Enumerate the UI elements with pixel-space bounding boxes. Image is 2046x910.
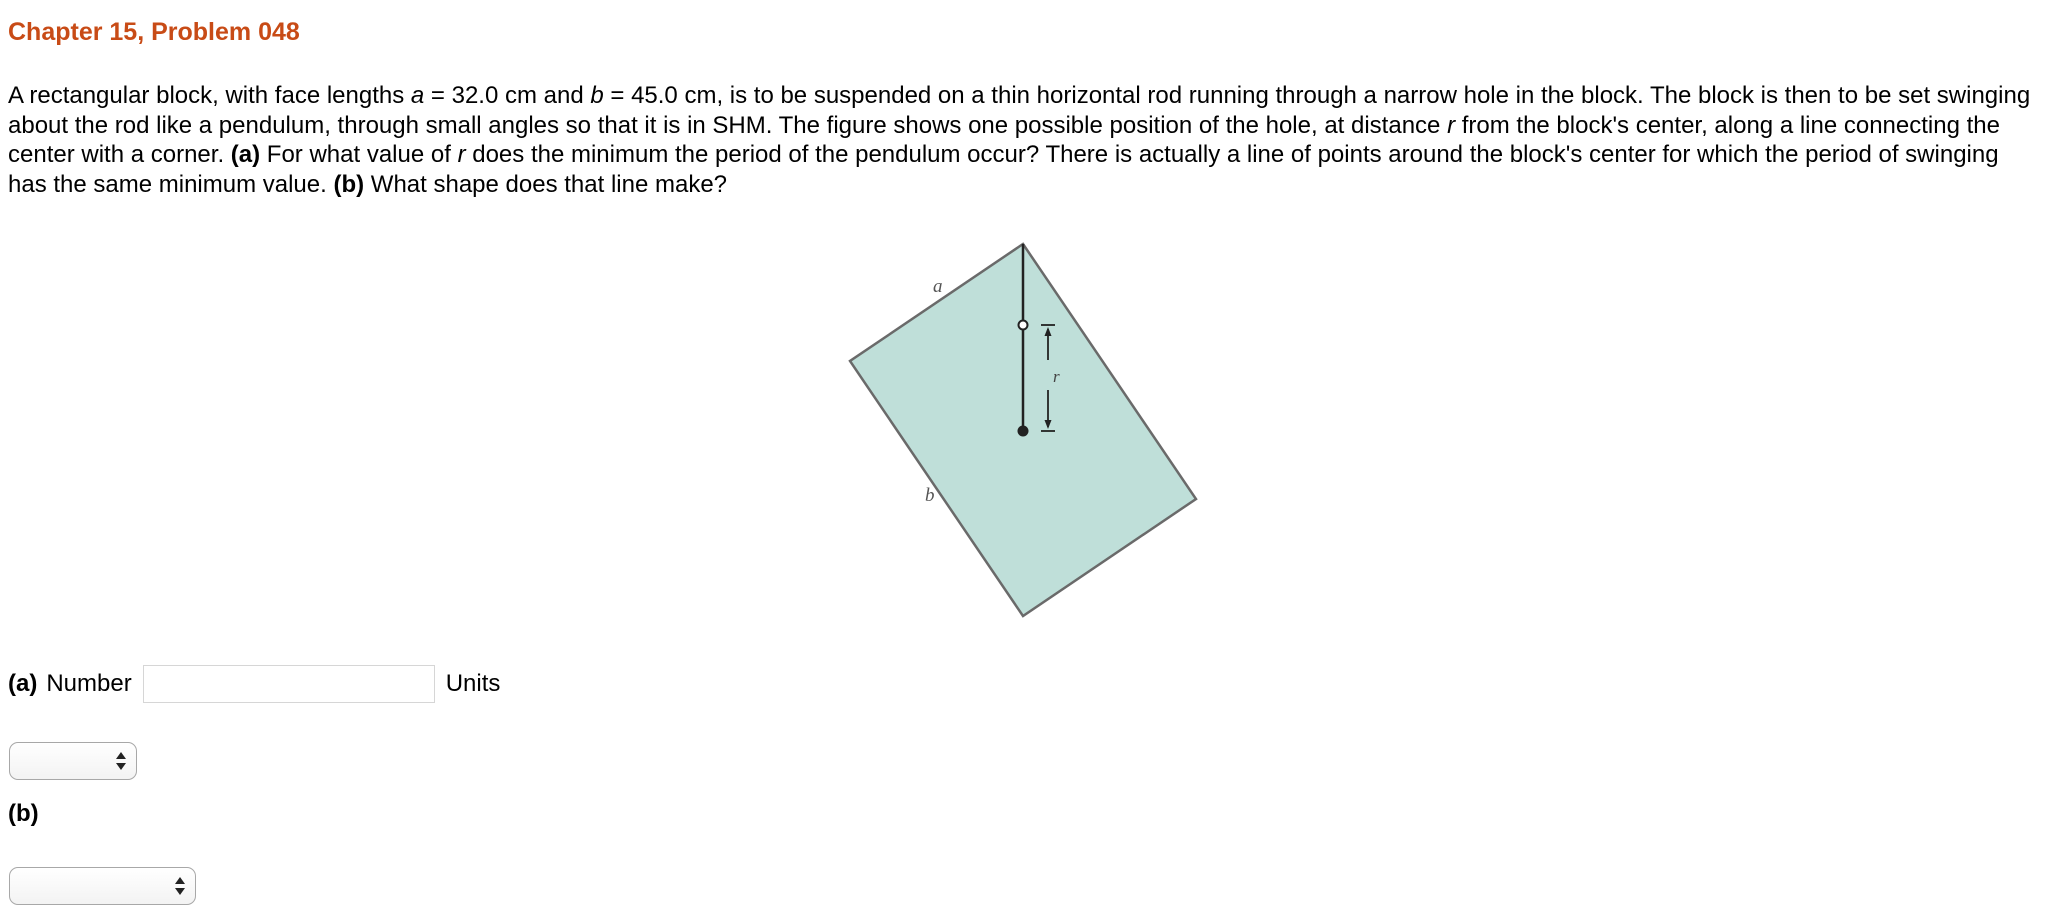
part-a-variable-r: r bbox=[457, 141, 466, 168]
center-of-mass-dot bbox=[1018, 426, 1029, 437]
label-a: a bbox=[933, 276, 943, 297]
part-a-question-end: does the minimum the period of the pendulum occur? There is actually a line of points around the block's center for which the period of swinging has the same minimum value. bbox=[8, 141, 1999, 198]
part-a-question-start: For what value of bbox=[260, 141, 458, 168]
part-b-question: What shape does that line make? bbox=[364, 170, 728, 198]
problem-text-description: = 45.0 cm, is to be suspended on a thin horizontal rod running through a narrow hole in the block. The block is then to be set swinging about the rod like a pendulum, through small angles so that it is in SHM. The figure shows one possible position of the hole, at distance bbox=[8, 82, 2031, 139]
number-label: Number bbox=[46, 670, 132, 697]
variable-b: b bbox=[590, 82, 604, 109]
pendulum-block-figure bbox=[840, 236, 1210, 620]
label-b: b bbox=[925, 485, 935, 506]
variable-a: a bbox=[410, 82, 425, 109]
problem-text-intro: A rectangular block, with face lengths bbox=[8, 82, 411, 109]
part-a-tag: (a) bbox=[230, 141, 261, 168]
problem-text-middle: from the block's center, along a line connecting the center with a corner. bbox=[8, 111, 2000, 168]
part-a-label: (a) bbox=[8, 670, 38, 697]
problem-title: Chapter 15, Problem 048 bbox=[8, 18, 300, 46]
part-a-answer-row bbox=[8, 663, 500, 705]
number-input[interactable] bbox=[143, 665, 435, 703]
select-arrows-icon bbox=[174, 876, 186, 896]
problem-statement bbox=[8, 81, 2038, 199]
problem-text-a-value: = 32.0 cm and bbox=[424, 82, 591, 109]
variable-r: r bbox=[1447, 111, 1456, 139]
select-arrows-icon bbox=[115, 751, 127, 771]
pivot-hole bbox=[1019, 321, 1028, 330]
units-select[interactable] bbox=[9, 742, 137, 780]
units-label: Units bbox=[445, 670, 501, 697]
shape-select[interactable] bbox=[9, 867, 196, 905]
label-r: r bbox=[1053, 367, 1060, 386]
part-b-label: (b) bbox=[8, 800, 39, 827]
part-b-tag: (b) bbox=[333, 170, 365, 198]
